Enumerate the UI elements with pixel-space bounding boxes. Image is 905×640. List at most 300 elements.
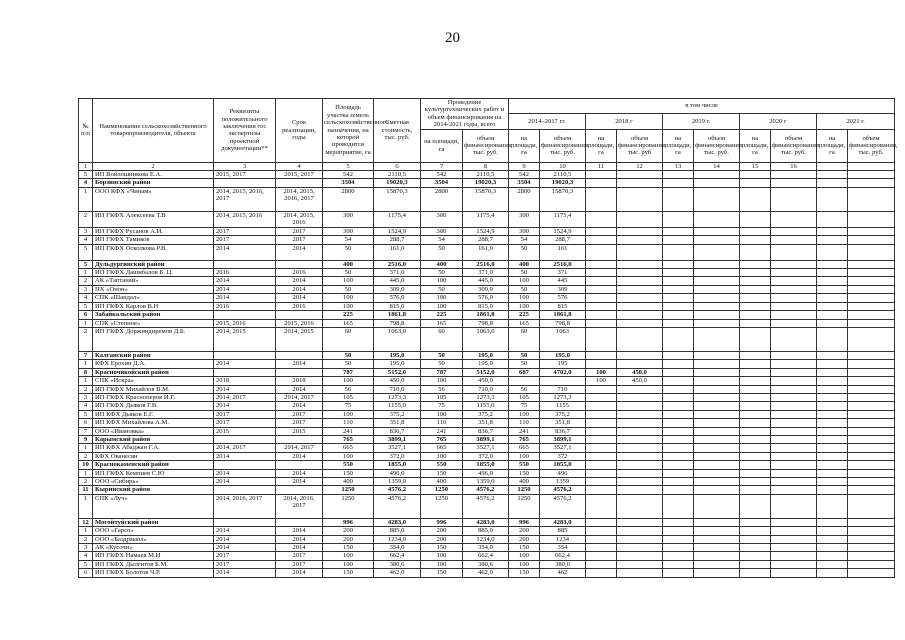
- empty-year-cell: [771, 527, 817, 535]
- empty-year-cell: [663, 486, 694, 494]
- row-area-2014-2017: 54: [509, 236, 540, 244]
- header-finance-2020: объем финансирования, тыс. руб.: [771, 129, 817, 162]
- empty-year-cell: [771, 351, 817, 359]
- empty-year-cell: [663, 277, 694, 285]
- row-finance-2018: [617, 527, 663, 535]
- row-finance-2014-2017: 371: [540, 269, 586, 277]
- row-number: 4: [79, 552, 93, 560]
- header-year-2014-2017: 2014–2017 гг.: [509, 114, 586, 129]
- empty-year-cell: [694, 544, 740, 552]
- table-row: [79, 552, 895, 560]
- empty-year-cell: [663, 260, 694, 268]
- row-finance-2018: [617, 444, 663, 452]
- empty-year-cell: [740, 236, 771, 244]
- district-row: [79, 368, 895, 376]
- empty-year-cell: [740, 518, 771, 526]
- row-finance-2014-2017: 309: [540, 285, 586, 293]
- empty-year-cell: [663, 569, 694, 577]
- empty-year-cell: [848, 179, 895, 187]
- row-total-area: 225: [421, 311, 463, 319]
- row-area-2018: 100: [586, 377, 617, 385]
- row-requisites: 2015: [214, 427, 276, 435]
- row-requisites: 2015, 2016: [214, 319, 276, 327]
- row-total-finance: 710,0: [463, 385, 509, 393]
- row-area-2018: [586, 544, 617, 552]
- row-name: ИП ГКФХ Болотов Ч.Р.: [93, 569, 214, 577]
- row-requisites: 2014: [214, 478, 276, 486]
- row-area-2018: [586, 351, 617, 359]
- empty-year-cell: [663, 171, 694, 179]
- row-total-finance: 354,0: [463, 544, 509, 552]
- row-area: 150: [323, 544, 374, 552]
- row-area-2014-2017: 550: [509, 461, 540, 469]
- row-requisites: 2014: [214, 244, 276, 260]
- empty-year-cell: [740, 469, 771, 477]
- row-number: 12: [79, 518, 93, 526]
- empty-year-cell: [663, 478, 694, 486]
- row-total-area: 400: [421, 478, 463, 486]
- empty-year-cell: [848, 360, 895, 368]
- row-total-area: 200: [421, 535, 463, 543]
- table-row: [79, 444, 895, 452]
- empty-year-cell: [663, 244, 694, 260]
- row-total-finance: 450,0: [463, 377, 509, 385]
- row-number: 11: [79, 486, 93, 494]
- row-area-2018: [586, 419, 617, 427]
- row-name: ИП ГКФХ Тамиков: [93, 236, 214, 244]
- row-finance-2014-2017: 1855,0: [540, 461, 586, 469]
- table-row: [79, 269, 895, 277]
- table-row: [79, 402, 895, 410]
- row-requisites: 2014: [214, 285, 276, 293]
- empty-year-cell: [663, 368, 694, 376]
- row-cost: 836,7: [374, 427, 421, 435]
- row-area-2018: [586, 486, 617, 494]
- row-requisites: 2017: [214, 410, 276, 418]
- row-finance-2014-2017: 2110,5: [540, 171, 586, 179]
- empty-year-cell: [663, 311, 694, 319]
- header-area-2021: на площади, га: [817, 129, 848, 162]
- row-number: 7: [79, 427, 93, 435]
- row-number: 6: [79, 569, 93, 577]
- row-total-finance: 15870,3: [463, 187, 509, 211]
- header-total-finance: объем финансирования, тыс. руб.: [463, 129, 509, 162]
- empty-year-cell: [694, 227, 740, 235]
- row-area-2014-2017: 1250: [509, 494, 540, 518]
- row-name: ИП ГКФХ Доржиндиремов Д.Б.: [93, 327, 214, 351]
- row-area-2014-2017: 100: [509, 294, 540, 302]
- row-total-area: 100: [421, 552, 463, 560]
- table-row: [79, 452, 895, 460]
- row-requisites: [214, 351, 276, 359]
- empty-year-cell: [694, 285, 740, 293]
- row-area: 665: [323, 444, 374, 452]
- empty-year-cell: [694, 552, 740, 560]
- row-cost: 496,0: [374, 469, 421, 477]
- row-finance-2014-2017: 1155: [540, 402, 586, 410]
- empty-year-cell: [771, 494, 817, 518]
- table-row: [79, 327, 895, 351]
- row-name: Калганский район: [93, 351, 214, 359]
- empty-year-cell: [817, 527, 848, 535]
- row-name: ИП КФХ Михайлова А.М.: [93, 419, 214, 427]
- row-area-2014-2017: 110: [509, 419, 540, 427]
- empty-year-cell: [694, 478, 740, 486]
- row-total-area: 542: [421, 171, 463, 179]
- empty-year-cell: [740, 302, 771, 310]
- empty-year-cell: [771, 385, 817, 393]
- row-cost: 354,0: [374, 544, 421, 552]
- column-number: 9: [509, 162, 540, 170]
- row-finance-2018: [617, 410, 663, 418]
- header-number: № п/п: [79, 99, 93, 163]
- row-finance-2014-2017: 798,8: [540, 319, 586, 327]
- empty-year-cell: [740, 427, 771, 435]
- row-finance-2018: [617, 544, 663, 552]
- row-term: 2014, 2017: [276, 444, 323, 452]
- header-finance-2019: объем финансирования, тыс. руб.: [694, 129, 740, 162]
- row-finance-2018: [617, 535, 663, 543]
- row-requisites: 2014: [214, 569, 276, 577]
- empty-year-cell: [694, 171, 740, 179]
- empty-year-cell: [817, 560, 848, 568]
- empty-year-cell: [771, 427, 817, 435]
- table-row: [79, 302, 895, 310]
- empty-year-cell: [694, 494, 740, 518]
- row-name: Карымский район: [93, 435, 214, 443]
- row-finance-2014-2017: 15870,3: [540, 187, 586, 211]
- empty-year-cell: [663, 302, 694, 310]
- row-area-2014-2017: 665: [509, 444, 540, 452]
- row-requisites: 2017: [214, 227, 276, 235]
- row-total-area: 100: [421, 452, 463, 460]
- row-finance-2014-2017: 3527,1: [540, 444, 586, 452]
- empty-year-cell: [694, 211, 740, 227]
- row-finance-2014-2017: 354: [540, 544, 586, 552]
- empty-year-cell: [848, 294, 895, 302]
- row-total-area: 75: [421, 402, 463, 410]
- row-finance-2014-2017: 1359: [540, 478, 586, 486]
- row-finance-2014-2017: 1063: [540, 327, 586, 351]
- header-finance-2021: объем финансирования, тыс. руб.: [848, 129, 895, 162]
- empty-year-cell: [694, 385, 740, 393]
- empty-year-cell: [694, 294, 740, 302]
- row-name: ИП ГКФХ Красноперов И.Г.: [93, 393, 214, 401]
- empty-year-cell: [771, 535, 817, 543]
- row-total-finance: 1524,9: [463, 227, 509, 235]
- row-total-area: 996: [421, 518, 463, 526]
- table-row: [79, 236, 895, 244]
- row-finance-2018: [617, 360, 663, 368]
- row-requisites: 2017: [214, 419, 276, 427]
- row-area: 100: [323, 294, 374, 302]
- empty-year-cell: [771, 294, 817, 302]
- row-finance-2014-2017: 496: [540, 469, 586, 477]
- empty-year-cell: [817, 302, 848, 310]
- empty-year-cell: [817, 478, 848, 486]
- row-area-2014-2017: [509, 377, 540, 385]
- header-cost: Сметная стоимость, тыс. руб.: [374, 99, 421, 163]
- column-number: 1: [79, 162, 93, 170]
- row-finance-2018: [617, 236, 663, 244]
- row-term: [276, 311, 323, 319]
- empty-year-cell: [663, 544, 694, 552]
- empty-year-cell: [848, 435, 895, 443]
- row-cost: 2516,0: [374, 260, 421, 268]
- empty-year-cell: [740, 351, 771, 359]
- row-term: 2014: [276, 452, 323, 460]
- empty-year-cell: [771, 402, 817, 410]
- row-requisites: 2014, 2015, 2016, 2017: [214, 187, 276, 211]
- row-requisites: 2014: [214, 544, 276, 552]
- row-total-area: 60: [421, 327, 463, 351]
- empty-year-cell: [771, 327, 817, 351]
- empty-year-cell: [848, 351, 895, 359]
- row-finance-2014-2017: 288,7: [540, 236, 586, 244]
- row-term: 2014: [276, 535, 323, 543]
- row-area-2018: [586, 236, 617, 244]
- table-row: [79, 319, 895, 327]
- row-finance-2014-2017: 1175,4: [540, 211, 586, 227]
- row-area-2014-2017: 105: [509, 393, 540, 401]
- row-area-2018: [586, 569, 617, 577]
- empty-year-cell: [663, 402, 694, 410]
- row-total-area: 100: [421, 294, 463, 302]
- empty-year-cell: [694, 444, 740, 452]
- empty-year-cell: [663, 444, 694, 452]
- table-row: [79, 385, 895, 393]
- row-area-2018: [586, 435, 617, 443]
- row-area: 1250: [323, 486, 374, 494]
- row-finance-2014-2017: 836,7: [540, 427, 586, 435]
- row-requisites: 2014: [214, 385, 276, 393]
- row-name: Красночикойский район: [93, 368, 214, 376]
- row-area: 200: [323, 535, 374, 543]
- empty-year-cell: [817, 179, 848, 187]
- row-requisites: [214, 368, 276, 376]
- row-area-2014-2017: 50: [509, 360, 540, 368]
- row-total-finance: 815,0: [463, 302, 509, 310]
- empty-year-cell: [694, 260, 740, 268]
- row-finance-2014-2017: 662,4: [540, 552, 586, 560]
- empty-year-cell: [817, 535, 848, 543]
- row-name: АК «Кусочи»: [93, 544, 214, 552]
- row-area-2014-2017: 765: [509, 435, 540, 443]
- header-year-2021: 2021 г.: [817, 114, 895, 129]
- row-total-finance: 372,0: [463, 452, 509, 460]
- empty-year-cell: [663, 269, 694, 277]
- row-total-finance: 662,4: [463, 552, 509, 560]
- empty-year-cell: [740, 560, 771, 568]
- empty-year-cell: [848, 461, 895, 469]
- row-total-finance: 1273,3: [463, 393, 509, 401]
- empty-year-cell: [740, 452, 771, 460]
- row-cost: 288,7: [374, 236, 421, 244]
- row-requisites: 2015, 2017: [214, 171, 276, 179]
- row-area-2014-2017: 100: [509, 452, 540, 460]
- row-finance-2014-2017: 4283,0: [540, 518, 586, 526]
- header-finance-2014-2017: объем финансирования, тыс. руб.: [540, 129, 586, 162]
- row-area-2014-2017: 300: [509, 227, 540, 235]
- row-finance-2018: [617, 285, 663, 293]
- row-cost: 372,0: [374, 452, 421, 460]
- row-total-finance: 195,0: [463, 351, 509, 359]
- empty-year-cell: [848, 277, 895, 285]
- row-cost: 1855,0: [374, 461, 421, 469]
- empty-year-cell: [771, 419, 817, 427]
- row-number: 3: [79, 227, 93, 235]
- empty-year-cell: [694, 351, 740, 359]
- row-name: КФХ Ерохин Д.А.: [93, 360, 214, 368]
- table-row: [79, 377, 895, 385]
- row-area-2018: [586, 319, 617, 327]
- empty-year-cell: [817, 360, 848, 368]
- row-number: 1: [79, 469, 93, 477]
- row-area-2014-2017: 225: [509, 311, 540, 319]
- row-finance-2018: [617, 187, 663, 211]
- row-term: [276, 435, 323, 443]
- header-total-area: на площади, га: [421, 129, 463, 162]
- empty-year-cell: [771, 187, 817, 211]
- row-term: 2014, 2015, 2016, 2017: [276, 187, 323, 211]
- row-area-2018: [586, 244, 617, 260]
- column-number: 6: [374, 162, 421, 170]
- empty-year-cell: [694, 427, 740, 435]
- row-area-2018: [586, 410, 617, 418]
- row-finance-2018: [617, 427, 663, 435]
- row-term: 2017: [276, 552, 323, 560]
- header-including: в том числе: [509, 99, 895, 114]
- header-year-2018: 2018 г: [586, 114, 663, 129]
- row-area-2018: [586, 294, 617, 302]
- empty-year-cell: [848, 419, 895, 427]
- row-requisites: 2017: [214, 236, 276, 244]
- row-area-2014-2017: 150: [509, 569, 540, 577]
- empty-year-cell: [771, 360, 817, 368]
- row-term: 2017: [276, 227, 323, 235]
- row-term: 2014: [276, 277, 323, 285]
- row-total-area: 100: [421, 302, 463, 310]
- empty-year-cell: [694, 569, 740, 577]
- row-name: ИП КФХ Дьяков Е.Г.: [93, 410, 214, 418]
- row-area-2014-2017: 542: [509, 171, 540, 179]
- row-name: ООО «Ивановка»: [93, 427, 214, 435]
- row-finance-2014-2017: 4576,2: [540, 486, 586, 494]
- empty-year-cell: [817, 544, 848, 552]
- column-number: [817, 162, 848, 170]
- row-total-finance: 1155,0: [463, 402, 509, 410]
- empty-year-cell: [817, 518, 848, 526]
- empty-year-cell: [848, 452, 895, 460]
- empty-year-cell: [663, 552, 694, 560]
- row-name: Борзинский район: [93, 179, 214, 187]
- row-area-2014-2017: 200: [509, 527, 540, 535]
- row-cost: 798,8: [374, 319, 421, 327]
- row-total-finance: 3899,1: [463, 435, 509, 443]
- row-cost: 445,0: [374, 277, 421, 285]
- row-total-area: 150: [421, 469, 463, 477]
- empty-year-cell: [663, 327, 694, 351]
- empty-year-cell: [694, 410, 740, 418]
- row-area-2014-2017: 60: [509, 327, 540, 351]
- row-total-area: 300: [421, 211, 463, 227]
- row-term: 2014, 2016, 2017: [276, 494, 323, 518]
- empty-year-cell: [694, 419, 740, 427]
- row-area: 75: [323, 402, 374, 410]
- empty-year-cell: [848, 311, 895, 319]
- row-name: ИП ГКФХ Дашибалов Б. Ц.: [93, 269, 214, 277]
- row-finance-2014-2017: 372: [540, 452, 586, 460]
- empty-year-cell: [740, 478, 771, 486]
- row-requisites: [214, 311, 276, 319]
- row-name: ИП ГКФХ Алексеева Т.В: [93, 211, 214, 227]
- empty-year-cell: [848, 393, 895, 401]
- empty-year-cell: [817, 461, 848, 469]
- row-requisites: [214, 179, 276, 187]
- row-area-2014-2017: 996: [509, 518, 540, 526]
- empty-year-cell: [663, 385, 694, 393]
- row-area: 100: [323, 302, 374, 310]
- row-area-2018: [586, 527, 617, 535]
- row-area: 60: [323, 327, 374, 351]
- row-name: ИП ГКФХ Михайлов В.М.: [93, 385, 214, 393]
- row-total-area: 1250: [421, 494, 463, 518]
- empty-year-cell: [817, 419, 848, 427]
- table-row: [79, 244, 895, 260]
- row-number: 2: [79, 327, 93, 351]
- header-year-2020: 2020 г: [740, 114, 817, 129]
- empty-year-cell: [848, 368, 895, 376]
- district-row: [79, 260, 895, 268]
- row-name: ООО «Гарсо»: [93, 527, 214, 535]
- empty-year-cell: [771, 552, 817, 560]
- empty-year-cell: [848, 244, 895, 260]
- empty-year-cell: [663, 236, 694, 244]
- empty-year-cell: [663, 351, 694, 359]
- empty-year-cell: [740, 260, 771, 268]
- empty-year-cell: [694, 527, 740, 535]
- empty-year-cell: [740, 410, 771, 418]
- empty-year-cell: [663, 187, 694, 211]
- empty-year-cell: [817, 452, 848, 460]
- empty-year-cell: [771, 179, 817, 187]
- row-total-finance: 371,0: [463, 269, 509, 277]
- row-area-2018: [586, 302, 617, 310]
- row-requisites: 2014, 2015, 2016: [214, 211, 276, 227]
- row-finance-2018: [617, 327, 663, 351]
- header-name: Наименование сельскохозяйственного товаропроизводителя, объекта: [93, 99, 214, 163]
- empty-year-cell: [848, 535, 895, 543]
- row-requisites: 2017: [214, 560, 276, 568]
- empty-year-cell: [771, 302, 817, 310]
- row-cost: 4576,2: [374, 494, 421, 518]
- empty-year-cell: [817, 444, 848, 452]
- row-total-area: 200: [421, 527, 463, 535]
- row-finance-2018: [617, 260, 663, 268]
- column-number-row: [79, 162, 895, 170]
- row-area-2014-2017: 100: [509, 410, 540, 418]
- row-term: 2014: [276, 294, 323, 302]
- row-finance-2018: [617, 452, 663, 460]
- row-finance-2018: 450,0: [617, 368, 663, 376]
- empty-year-cell: [740, 311, 771, 319]
- header-total-works: Проведение культуртехнических работ и объем финансирования на 2014-2021 годы, всего: [421, 99, 509, 130]
- row-total-area: 50: [421, 285, 463, 293]
- empty-year-cell: [663, 461, 694, 469]
- row-finance-2018: [617, 244, 663, 260]
- empty-year-cell: [663, 410, 694, 418]
- empty-year-cell: [694, 319, 740, 327]
